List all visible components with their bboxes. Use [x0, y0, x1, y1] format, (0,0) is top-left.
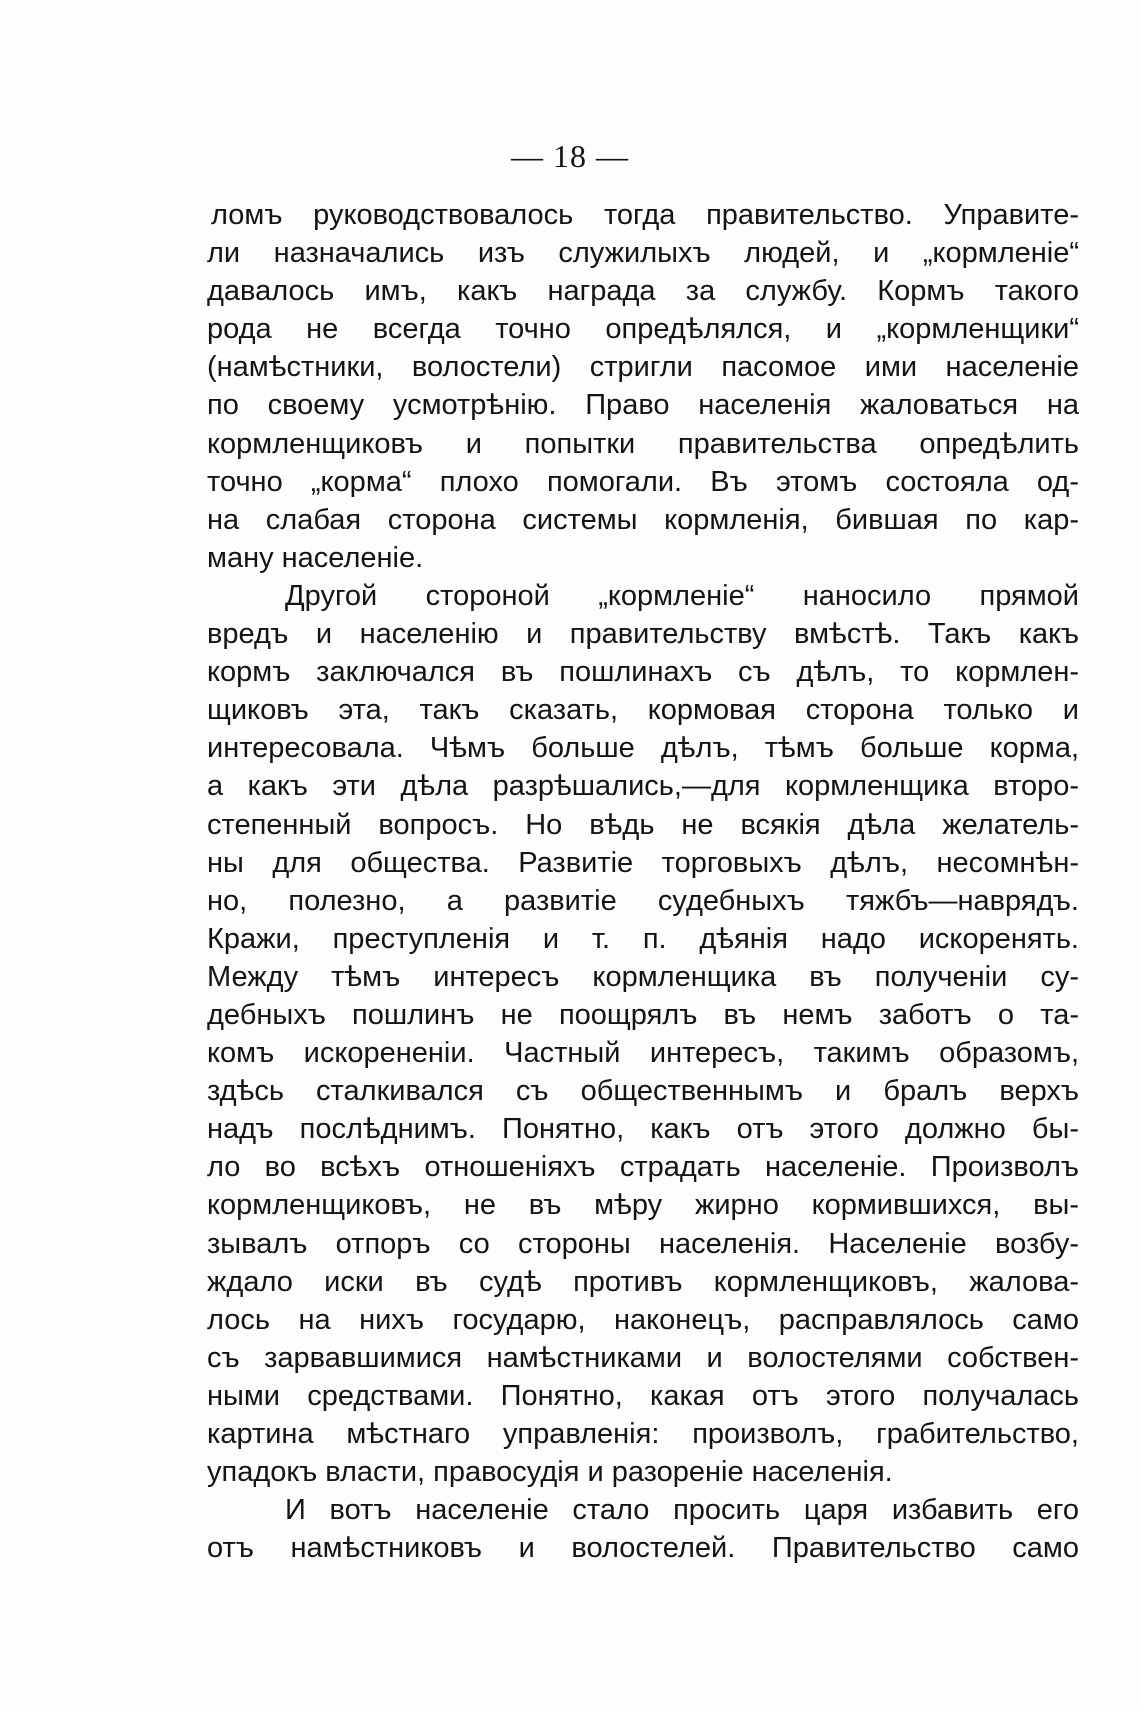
text-line: упадокъ власти, правосудія и разореніе населенія.: [207, 1456, 893, 1489]
text-line: давалось имъ, какъ награда за службу. Кормъ такого: [207, 275, 1079, 308]
text-line: степенный вопросъ. Но вѣдь не всякія дѣла желатель-: [207, 808, 1079, 841]
text-line: здѣсь сталкивался съ общественнымъ и бралъ верхъ: [207, 1075, 1079, 1108]
text-line: кормленщиковъ и попытки правительства опредѣлить: [207, 427, 1079, 460]
text-line: Между тѣмъ интересъ кормленщика въ полученіи су-: [207, 960, 1079, 993]
text-line: ны для общества. Развитіе торговыхъ дѣлъ, несомнѣн-: [207, 846, 1079, 879]
text-line: кормъ заключался въ пошлинахъ съ дѣлъ, то кормлен-: [207, 656, 1079, 689]
text-line: щиковъ эта, такъ сказать, кормовая сторона только и: [207, 694, 1079, 727]
text-line: а какъ эти дѣла разрѣшались,—для кормленщика второ-: [207, 770, 1079, 803]
text-line: ману населеніе.: [207, 541, 424, 574]
text-line: на слабая сторона системы кормленія, бившая по кар-: [207, 503, 1079, 536]
text-line: зывалъ отпоръ со стороны населенія. Населеніе возбу-: [207, 1227, 1079, 1260]
text-line: съ зарвавшимися намѣстниками и волостелями собствен-: [207, 1341, 1079, 1374]
text-line: кормленщиковъ, не въ мѣру жирно кормившихся, вы-: [207, 1189, 1079, 1222]
text-line: Другой стороной „кормленіе“ наносило прямой: [285, 579, 1079, 612]
text-line: картина мѣстнаго управленія: произволъ, грабительство,: [207, 1418, 1079, 1450]
text-line: И вотъ населеніе стало просить царя избавить его: [285, 1494, 1079, 1527]
text-line: отъ намѣстниковъ и волостелей. Правительство само: [207, 1532, 1079, 1565]
text-line: интересовала. Чѣмъ больше дѣлъ, тѣмъ больше корма,: [207, 732, 1079, 765]
text-line: ждало иски въ судѣ противъ кормленщиковъ, жалова-: [207, 1265, 1079, 1298]
text-line: ными средствами. Понятно, какая отъ этого получалась: [207, 1379, 1079, 1412]
text-line: точно „корма“ плохо помогали. Въ этомъ состояла од-: [207, 465, 1079, 498]
text-line: дебныхъ пошлинъ не поощрялъ въ немъ заботъ о та-: [207, 998, 1079, 1031]
text-line: надъ послѣднимъ. Понятно, какъ отъ этого должно бы-: [207, 1113, 1079, 1146]
paragraph: [207, 577, 1079, 1491]
text-line: ло во всѣхъ отношеніяхъ страдать населеніе. Произволъ: [207, 1151, 1079, 1184]
text-line: вредъ и населенію и правительству вмѣстѣ. Такъ какъ: [207, 618, 1079, 651]
paragraph: [207, 1491, 1079, 1567]
text-line: рода не всегда точно опредѣлялся, и „кормленщики“: [207, 313, 1079, 346]
paragraph: [207, 196, 1079, 577]
text-line: ломъ руководствовалось тогда правительство. Управите-: [211, 199, 1079, 231]
text-line: но, полезно, а развитіе судебныхъ тяжбъ—наврядъ.: [207, 884, 1079, 917]
body-text: [207, 196, 1079, 1567]
text-line: лось на нихъ государю, наконецъ, расправлялось само: [207, 1303, 1079, 1336]
text-line: ли назначались изъ служилыхъ людей, и „кормленіе“: [207, 237, 1079, 270]
text-line: по своему усмотрѣнію. Право населенія жаловаться на: [207, 389, 1079, 422]
text-line: комъ искорененіи. Частный интересъ, такимъ образомъ,: [207, 1037, 1079, 1070]
text-line: Кражи, преступленія и т. п. дѣянія надо искоренять.: [207, 922, 1079, 955]
page-number: — 18 —: [511, 138, 629, 174]
text-line: (намѣстники, волостели) стригли пасомое ими населеніе: [207, 351, 1079, 384]
